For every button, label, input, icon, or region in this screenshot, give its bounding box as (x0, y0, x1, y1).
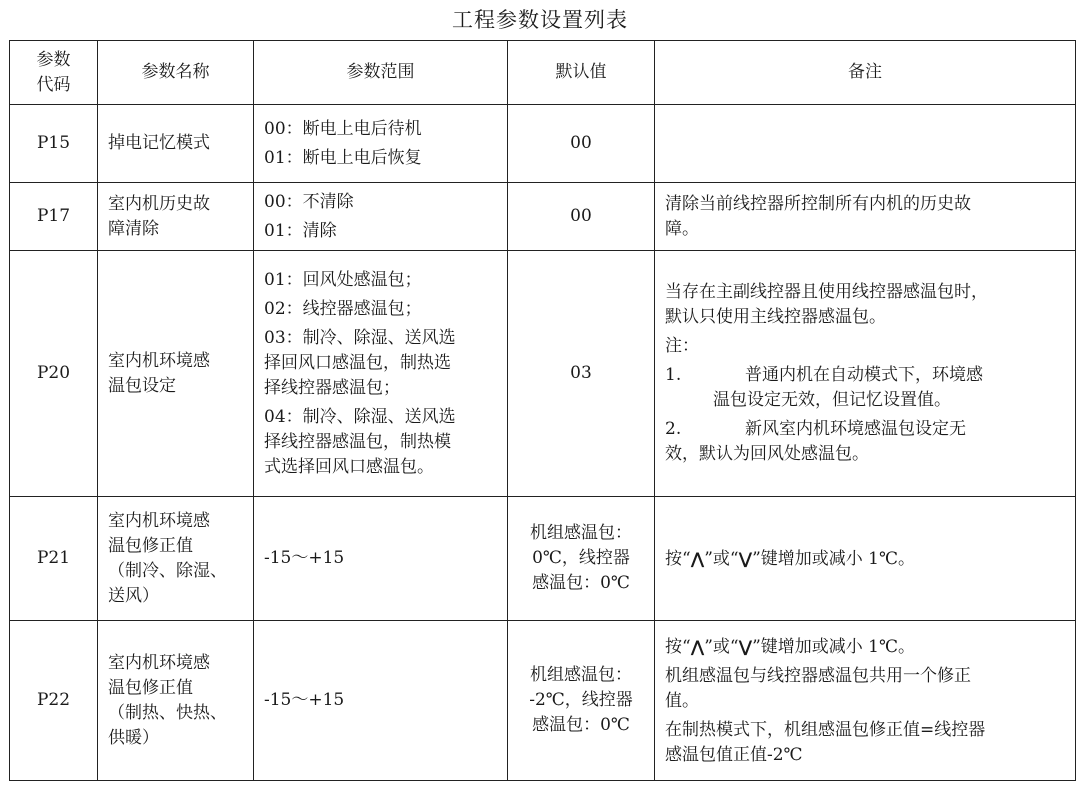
down-arrow-icon: ⋁ (738, 636, 753, 656)
param-name-line: （制热、快热、 (108, 702, 227, 723)
default-line: 感温包：0℃ (532, 715, 630, 735)
param-code: P22 (10, 621, 98, 781)
note-text: ”或“ (704, 636, 739, 657)
param-name (98, 251, 254, 497)
note-number: 2. (665, 419, 682, 439)
header-code-line: 参数 (36, 49, 71, 70)
default-line: 机组感温包： (530, 665, 632, 685)
down-arrow-icon: ⋁ (738, 548, 753, 568)
note-text: ”或“ (704, 548, 739, 569)
range-line: 01：回风处感温包； (264, 269, 422, 290)
range-line: 02：线控器感温包； (264, 298, 422, 319)
param-name-line: 障清除 (108, 218, 159, 239)
note-text: 按“ (665, 636, 691, 657)
range-line: 03：制冷、除湿、送风选 (264, 327, 456, 348)
default-line: 00 (570, 206, 592, 226)
param-note (655, 183, 1076, 251)
document-title: 工程参数设置列表 (452, 8, 628, 32)
range-line: 00：不清除 (264, 191, 354, 212)
param-note (655, 621, 1076, 781)
param-note (655, 497, 1076, 621)
param-note (655, 251, 1076, 497)
note-line: 注： (665, 336, 699, 356)
note-text: 按“ (665, 548, 691, 569)
param-range: -15～+15 (254, 497, 508, 621)
param-range (254, 251, 508, 497)
param-default (508, 621, 655, 781)
param-range: -15～+15 (254, 621, 508, 781)
param-name (98, 621, 254, 781)
table-row (10, 251, 1076, 497)
param-name (98, 497, 254, 621)
header-default: 默认值 (508, 41, 655, 105)
param-note (655, 105, 1076, 183)
note-line: 感温包值正值-2℃ (665, 744, 803, 765)
param-default (508, 251, 655, 497)
default-line: 感温包：0℃ (532, 573, 630, 593)
range-line: 01：断电上电后恢复 (264, 147, 422, 168)
param-code: P21 (10, 497, 98, 621)
default-line: 机组感温包： (530, 523, 632, 543)
parameter-table (9, 40, 1076, 781)
param-code: P17 (10, 183, 98, 251)
range-line: 择线控器感温包，制热模 (264, 431, 451, 452)
param-default (508, 497, 655, 621)
param-default (508, 183, 655, 251)
note-line (665, 546, 1065, 572)
header-code-line: 代码 (36, 74, 71, 95)
param-name-line: 室内机环境感 (108, 510, 210, 531)
param-range (254, 183, 508, 251)
note-line: 值。 (665, 690, 699, 711)
header-code (10, 41, 98, 105)
note-line (665, 417, 1065, 442)
note-line: 障。 (665, 218, 699, 239)
note-text: ”键增加或减小 1℃。 (752, 636, 915, 657)
param-code: P20 (10, 251, 98, 497)
note-number: 1. (665, 365, 682, 385)
note-line: 清除当前线控器所控制所有内机的历史故 (665, 193, 971, 214)
default-line: 00 (570, 133, 592, 153)
table-row (10, 105, 1076, 183)
up-arrow-icon: ⋀ (690, 636, 705, 656)
header-name: 参数名称 (98, 41, 254, 105)
note-line: 当存在主副线控器且使用线控器感温包时， (665, 282, 988, 302)
param-name-line: 送风） (108, 585, 159, 606)
table-row (10, 497, 1076, 621)
range-line: 00：断电上电后待机 (264, 118, 422, 139)
note-line (665, 363, 1065, 388)
param-name-line: 掉电记忆模式 (108, 133, 210, 153)
default-line: 0℃，线控器 (532, 548, 630, 568)
param-name-line: 供暖） (108, 727, 159, 748)
param-name-line: 温包修正值 (108, 677, 193, 698)
param-name (98, 183, 254, 251)
param-name (98, 105, 254, 183)
default-line: 03 (570, 363, 592, 383)
table-header-row (10, 41, 1076, 105)
param-name-line: （制冷、除湿、 (108, 560, 227, 581)
note-line: 默认只使用主线控器感温包。 (665, 307, 886, 327)
range-line: 择线控器感温包； (264, 377, 400, 398)
table-row (10, 621, 1076, 781)
range-line: 择回风口感温包，制热选 (264, 352, 451, 373)
param-name-line: 室内机环境感 (108, 350, 210, 371)
note-line: 温包设定无效，但记忆设置值。 (713, 390, 951, 410)
note-line (665, 634, 1065, 660)
note-line: 机组感温包与线控器感温包共用一个修正 (665, 665, 971, 686)
up-arrow-icon: ⋀ (690, 548, 705, 568)
header-note: 备注 (655, 41, 1076, 105)
param-name-line: 室内机环境感 (108, 652, 210, 673)
note-line: 效，默认为回风处感温包。 (665, 444, 869, 464)
param-name-line: 温包设定 (108, 375, 176, 396)
range-line: 式选择回风口感温包。 (264, 456, 434, 477)
param-name-line: 温包修正值 (108, 535, 193, 556)
note-text: ”键增加或减小 1℃。 (752, 548, 915, 569)
param-default (508, 105, 655, 183)
table-row (10, 183, 1076, 251)
range-line: 01：清除 (264, 220, 337, 241)
param-name-line: 室内机历史故 (108, 193, 210, 214)
note-text: 新风室内机环境感温包设定无 (745, 419, 966, 439)
range-line: 04：制冷、除湿、送风选 (264, 406, 456, 427)
param-code: P15 (10, 105, 98, 183)
default-line: -2℃，线控器 (529, 690, 633, 710)
note-line: 在制热模式下，机组感温包修正值=线控器 (665, 719, 986, 740)
note-text: 普通内机在自动模式下，环境感 (745, 365, 983, 385)
param-range (254, 105, 508, 183)
header-range: 参数范围 (254, 41, 508, 105)
